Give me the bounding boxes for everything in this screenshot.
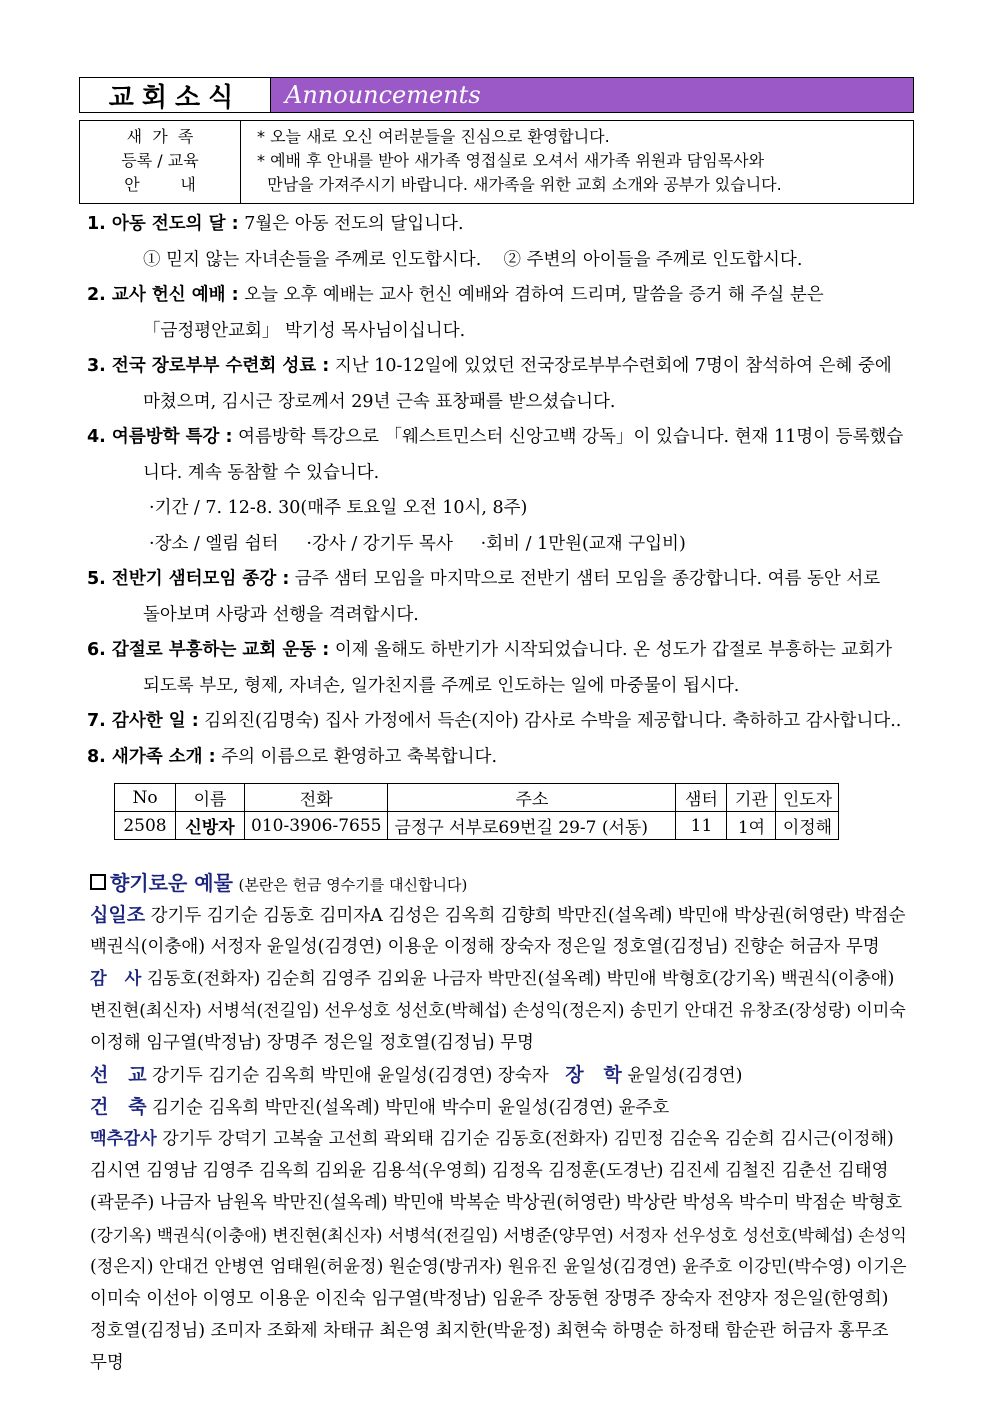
newcomer-label: 안 내 xyxy=(124,175,196,194)
item-sub: ① 믿지 않는 자녀손들을 주께로 인도합시다. ② 주변의 아이들을 주께로 인도합시다. xyxy=(143,249,803,270)
announcement-item-8 xyxy=(87,740,907,776)
donor-list: 변진현(최신자) 서병석(전길임) 선우성호 성선호(박혜섭) 손성익(정은지) 송민기 안대건 유창조(장성랑) 이미숙 xyxy=(90,1001,906,1021)
donor-list: (곽문주) 나금자 남원옥 박만진(설옥례) 박민애 박복순 박상권(허영란) 박상란 박성옥 박수미 박점순 박형호 xyxy=(90,1193,903,1213)
item-title: 3. 전국 장로부부 수련회 성료 : xyxy=(87,356,330,376)
offering-title-line xyxy=(90,867,910,899)
table-cell: 신방자 xyxy=(176,812,245,840)
item-text: 여름방학 특강으로 「웨스트민스터 신앙고백 강독」이 있습니다. 현재 11명이 등록했습 xyxy=(232,427,904,447)
table-row xyxy=(115,812,839,840)
checkbox-square-icon xyxy=(90,874,106,890)
donor-list: 강기두 강덕기 고복술 고선희 곽외태 김기순 김동호(전화자) 김민정 김순옥 김순희 김시근(이정해) xyxy=(156,1129,894,1149)
announcement-item-4 xyxy=(87,420,907,456)
header-title-english: Announcements xyxy=(271,78,913,112)
item-title: 8. 새가족 소개 : xyxy=(87,746,216,767)
category-label: 건 축 xyxy=(90,1096,147,1118)
header-title-korean: 교회소식 xyxy=(80,78,271,112)
donor-list: 백권식(이충애) 서정자 윤일성(김경연) 이용운 이정해 장숙자 정은일 정호열(김정님) 진향순 허금자 무명 xyxy=(90,937,880,957)
item-cont: 니다. 계속 동참할 수 있습니다. xyxy=(143,462,380,483)
item-title: 5. 전반기 샘터모임 종강 : xyxy=(87,569,290,589)
announcement-list xyxy=(87,207,907,775)
item-cont: 되도록 부모, 형제, 자녀손, 일가친지를 주께로 인도하는 일에 마중물이 됩시다. xyxy=(143,675,740,696)
item-text: 오늘 오후 예배는 교사 헌신 예배와 겸하여 드리며, 말씀을 증거 해 주실 분은 xyxy=(238,285,824,305)
column-header: 이름 xyxy=(176,784,245,812)
announcement-item-7 xyxy=(87,704,907,740)
announcement-item-1 xyxy=(87,207,907,243)
item-title: 4. 여름방학 특강 : xyxy=(87,427,233,447)
table-cell: 이정해 xyxy=(776,812,839,840)
table-cell: 010-3906-7655 xyxy=(245,812,388,840)
announcement-item-6 xyxy=(87,633,907,669)
offering-section xyxy=(90,867,910,1379)
item-sub: ·기간 / 7. 12-8. 30(매주 토요일 오전 10시, 8주) xyxy=(149,498,528,518)
table-cell: 2508 xyxy=(115,812,176,840)
newcomer-line: * 오늘 새로 오신 여러분들을 진심으로 환영합니다. xyxy=(257,127,610,146)
offering-title-text: 향기로운 예물 xyxy=(110,871,233,895)
donor-list: 이정해 임구열(박정남) 장명주 정은일 정호열(김정님) 무명 xyxy=(90,1033,534,1053)
newcomer-box xyxy=(79,120,914,204)
donor-list: 김시연 김영남 김영주 김옥희 김외윤 김용석(우영희) 김정옥 김정훈(도경난) 김진세 김철진 김춘선 김태영 xyxy=(90,1161,889,1181)
announcement-item-3 xyxy=(87,349,907,385)
newcomer-labels xyxy=(80,121,241,203)
table-cell: 1여 xyxy=(727,812,776,840)
column-header: No xyxy=(115,784,176,812)
donor-list: 강기두 김기순 김옥희 박민애 윤일성(김경연) 장숙자 xyxy=(146,1066,566,1086)
new-family-table xyxy=(114,783,839,840)
category-label: 선 교 xyxy=(90,1064,147,1086)
donor-list: (강기옥) 백권식(이충애) 변진현(최신자) 서병석(전길임) 서병준(양무연) 서정자 선우성호 성선호(박혜섭) 손성익 xyxy=(90,1225,907,1245)
table-cell: 11 xyxy=(676,812,727,840)
donor-list: 무명 xyxy=(90,1353,124,1373)
newcomer-label: 등록 / 교육 xyxy=(121,151,199,170)
item-title: 7. 감사한 일 : xyxy=(87,711,199,731)
category-label: 맥추감사 xyxy=(90,1129,157,1149)
item-cont: 「금정평안교회」 박기성 목사님이십니다. xyxy=(143,320,466,341)
donor-list: 정호열(김정님) 조미자 조화제 차태규 최은영 최지한(박윤정) 최현숙 하명순 하정태 함순관 허금자 홍무조 xyxy=(90,1321,889,1341)
donor-list: 윤일성(김경연) xyxy=(621,1066,743,1086)
item-sub: ·장소 / 엘림 쉼터 ·강사 / 강기두 목사 ·회비 / 1만원(교재 구입비) xyxy=(149,533,686,554)
donor-list: 강기두 김기순 김동호 김미자A 김성은 김옥희 김향희 박만진(설옥례) 박민애 박상권(허영란) 박점순 xyxy=(145,906,906,926)
announcement-item-5 xyxy=(87,562,907,598)
category-label: 감 사 xyxy=(90,969,142,989)
item-text: 지난 10-12일에 있었던 전국장로부부수련회에 7명이 참석하여 은혜 중에 xyxy=(329,356,892,376)
column-header: 기관 xyxy=(727,784,776,812)
table-cell: 금정구 서부로69번길 29-7 (서동) xyxy=(388,812,676,840)
item-title: 1. 아동 전도의 달 : xyxy=(87,214,239,234)
item-cont: 마쳤으며, 김시근 장로께서 29년 근속 표창패를 받으셨습니다. xyxy=(143,391,616,412)
item-title: 2. 교사 헌신 예배 : xyxy=(87,285,239,305)
column-header: 인도자 xyxy=(776,784,839,812)
column-header: 주소 xyxy=(388,784,676,812)
item-title: 6. 갑절로 부흥하는 교회 운동 : xyxy=(87,640,330,660)
column-header: 샘터 xyxy=(676,784,727,812)
donor-list: (정은지) 안대건 안병연 엄태원(허윤정) 원순영(방귀자) 원유진 윤일성(김경연) 윤주호 이강민(박수영) 이기은 xyxy=(90,1257,907,1277)
category-label: 십일조 xyxy=(90,904,146,926)
table-header-row xyxy=(115,784,839,812)
donor-list: 김동호(전화자) 김순희 김영주 김외윤 나금자 박만진(설옥례) 박민애 박형호(강기옥) 백권식(이충애) xyxy=(141,969,895,989)
item-cont: 돌아보며 사랑과 선행을 격려합시다. xyxy=(143,604,419,625)
newcomer-text xyxy=(241,121,913,203)
newcomer-line: 만남을 가져주시기 바랍니다. 새가족을 위한 교회 소개와 공부가 있습니다. xyxy=(257,175,782,194)
donor-list: 김기순 김옥희 박만진(설옥례) 박민애 박수미 윤일성(김경연) 윤주호 xyxy=(146,1098,670,1118)
newcomer-line: * 예배 후 안내를 받아 새가족 영접실로 오셔서 새가족 위원과 담임목사와 xyxy=(257,151,765,170)
donor-list: 이미숙 이선아 이영모 이용운 이진숙 임구열(박정남) 임윤주 장동현 장명주 장숙자 전양자 정은일(한영희) xyxy=(90,1289,889,1309)
announcement-item-2 xyxy=(87,278,907,314)
offering-title xyxy=(90,871,233,895)
item-text: 이제 올해도 하반기가 시작되었습니다. 온 성도가 갑절로 부흥하는 교회가 xyxy=(329,640,893,660)
item-text: 금주 샘터 모임을 마지막으로 전반기 샘터 모임을 종강합니다. 여름 동안 서로 xyxy=(289,569,881,589)
item-text: 7월은 아동 전도의 달입니다. xyxy=(238,214,464,234)
category-label: 장 학 xyxy=(565,1064,622,1086)
item-text: 주의 이름으로 환영하고 축복합니다. xyxy=(215,746,498,767)
offering-note: (본란은 헌금 영수기를 대신합니다) xyxy=(238,876,468,894)
column-header: 전화 xyxy=(245,784,388,812)
announcements-header xyxy=(79,77,914,113)
newcomer-label: 새 가 족 xyxy=(126,127,194,146)
item-text: 김외진(김명숙) 집사 가정에서 득손(지아) 감사로 수박을 제공합니다. 축하하고 감사합니다.. xyxy=(198,711,902,731)
